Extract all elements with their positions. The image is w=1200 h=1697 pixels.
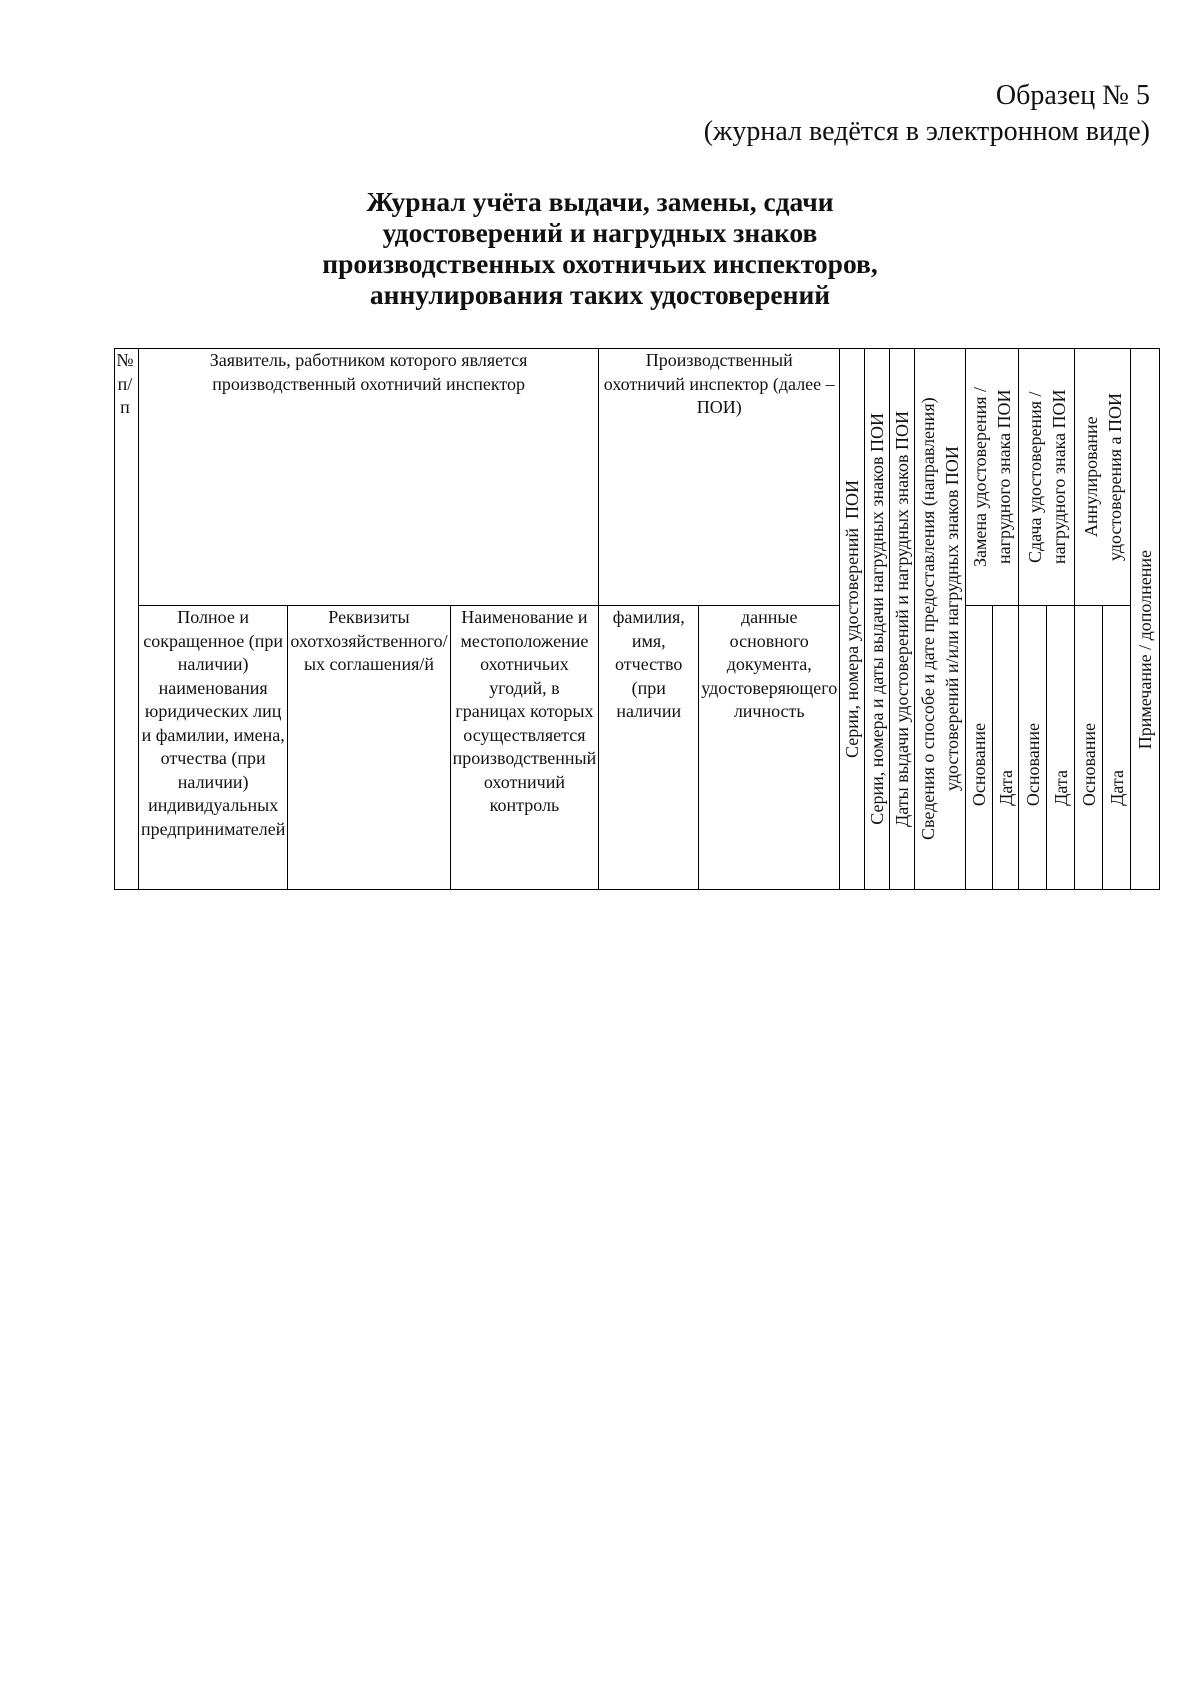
title-line: удостоверений и нагрудных знаков <box>382 217 818 248</box>
column-header-dates-issue: Даты выдачи удостоверений и нагрудных знаков ПОИ <box>890 349 915 890</box>
column-header-applicant-name: Полное и сокращенное (при наличии) наименования юридических лиц и фамилии, имена, отчества (при наличии) индивидуальных предпринимателей <box>139 606 288 890</box>
sample-number: Образец № 5 <box>995 80 1150 111</box>
journal-table <box>114 348 1160 890</box>
document-title <box>210 186 990 310</box>
column-header-replace-basis: Основание <box>966 606 993 890</box>
column-header-series-badge: Серии, номера и даты выдачи нагрудных знаков ПОИ <box>865 349 890 890</box>
column-group-inspector: Производственный охотничий инспектор (далее – ПОИ) <box>599 349 840 606</box>
column-header-agreement: Реквизиты охотхозяйственного/ых соглашения/й <box>288 606 450 890</box>
title-line: аннулирования таких удостоверений <box>369 279 831 310</box>
column-header-hunting-grounds: Наименование и местоположение охотничьих угодий, в границах которых осуществляется производственный охотничий контроль <box>450 606 599 890</box>
column-header-series-cert: Серии, номера удостоверений ПОИ <box>840 349 865 890</box>
column-header-inspector-name: фамилия, имя, отчество (при наличии <box>599 606 699 890</box>
column-header-annul-date: Дата <box>1103 606 1131 890</box>
column-header-return-basis: Основание <box>1019 606 1047 890</box>
title-line: производственных охотничьих инспекторов, <box>322 248 878 279</box>
column-header-replace-date: Дата <box>993 606 1019 890</box>
column-header-note: Примечание / дополнение <box>1131 349 1160 890</box>
column-header-inspector-id: данные основного документа, удостоверяющего личность <box>699 606 840 890</box>
column-group-applicant: Заявитель, работником которого является производственный охотничий инспектор <box>139 349 599 606</box>
column-group-return: Сдача удостоверения / нагрудного знака ПОИ <box>1019 349 1075 606</box>
title-line: Журнал учёта выдачи, замены, сдачи <box>366 186 834 217</box>
column-header-method: Сведения о способе и дате предоставления (направления) удостоверений и/или нагрудных знаков ПОИ <box>915 349 966 890</box>
column-header-return-date: Дата <box>1047 606 1075 890</box>
column-group-replace: Замена удостоверения / нагрудного знака ПОИ <box>966 349 1019 606</box>
column-header-number: № п/п <box>115 349 139 890</box>
electronic-journal-note: (журнал ведётся в электронном виде) <box>703 116 1150 147</box>
column-header-annul-basis: Основание <box>1075 606 1103 890</box>
column-group-annul: Аннулирование удостоверения а ПОИ <box>1075 349 1131 606</box>
